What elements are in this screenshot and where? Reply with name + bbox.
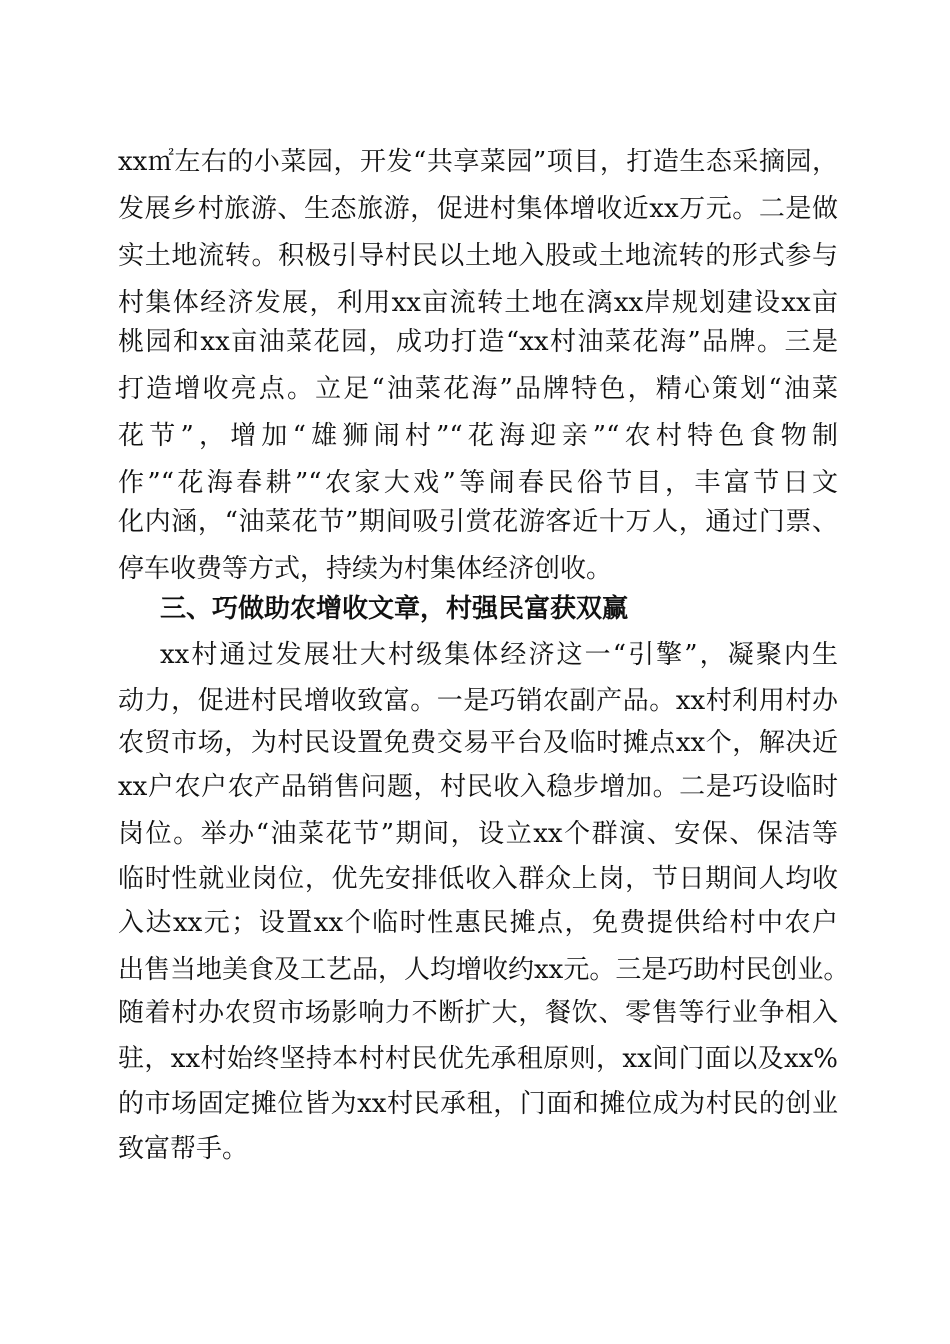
paragraph-line: xx村通过发展壮大村级集体经济这一“引擎”，凝聚内生 xyxy=(160,640,838,670)
paragraph-line: 随着村办农贸市场影响力不断扩大，餐饮、零售等行业争相入 xyxy=(118,998,838,1028)
paragraph-line: 驻，xx村始终坚持本村村民优先承租原则，xx间门面以及xx% xyxy=(118,1044,838,1074)
paragraph-line: 村集体经济发展，利用xx亩流转土地在漓xx岸规划建设xx亩 xyxy=(118,288,838,318)
paragraph-line: 出售当地美食及工艺品，人均增收约xx元。三是巧助村民创业。 xyxy=(118,955,850,985)
paragraph-line: 入达xx元；设置xx个临时性惠民摊点，免费提供给村中农户 xyxy=(118,908,838,938)
paragraph-line: 的市场固定摊位皆为xx村民承租，门面和摊位成为村民的创业 xyxy=(118,1089,838,1119)
paragraph-line: 致富帮手。 xyxy=(118,1134,249,1164)
paragraph-line: 实土地流转。积极引导村民以土地入股或土地流转的形式参与 xyxy=(118,241,838,271)
paragraph-line: 岗位。举办“油菜花节”期间，设立xx个群演、安保、保洁等 xyxy=(118,819,838,849)
paragraph-line: 化内涵，“油菜花节”期间吸引赏花游客近十万人，通过门票、 xyxy=(118,507,838,537)
paragraph-line: 停车收费等方式，持续为村集体经济创收。 xyxy=(118,554,613,584)
paragraph-line: 花节”，增加“雄狮闹村”“花海迎亲”“农村特色食物制 xyxy=(118,421,838,451)
paragraph-line: 打造增收亮点。立足“油菜花海”品牌特色，精心策划“油菜 xyxy=(118,374,838,404)
paragraph-line: xx户农户农产品销售问题，村民收入稳步增加。二是巧设临时 xyxy=(118,772,838,802)
paragraph-line: 农贸市场，为村民设置免费交易平台及临时摊点xx个，解决近 xyxy=(118,728,838,758)
paragraph-line: 发展乡村旅游、生态旅游，促进村集体增收近xx万元。二是做 xyxy=(118,194,838,224)
paragraph-line: 临时性就业岗位，优先安排低收入群众上岗，节日期间人均收 xyxy=(118,864,838,894)
paragraph-line: 作”“花海春耕”“农家大戏”等闹春民俗节目，丰富节日文 xyxy=(118,468,838,498)
section-heading: 三、巧做助农增收文章，村强民富获双赢 xyxy=(160,594,629,624)
paragraph-line: 桃园和xx亩油菜花园，成功打造“xx村油菜花海”品牌。三是 xyxy=(118,327,838,357)
paragraph-line: xx㎡左右的小菜园，开发“共享菜园”项目，打造生态采摘园， xyxy=(118,147,838,177)
paragraph-line: 动力，促进村民增收致富。一是巧销农副产品。xx村利用村办 xyxy=(118,686,838,716)
